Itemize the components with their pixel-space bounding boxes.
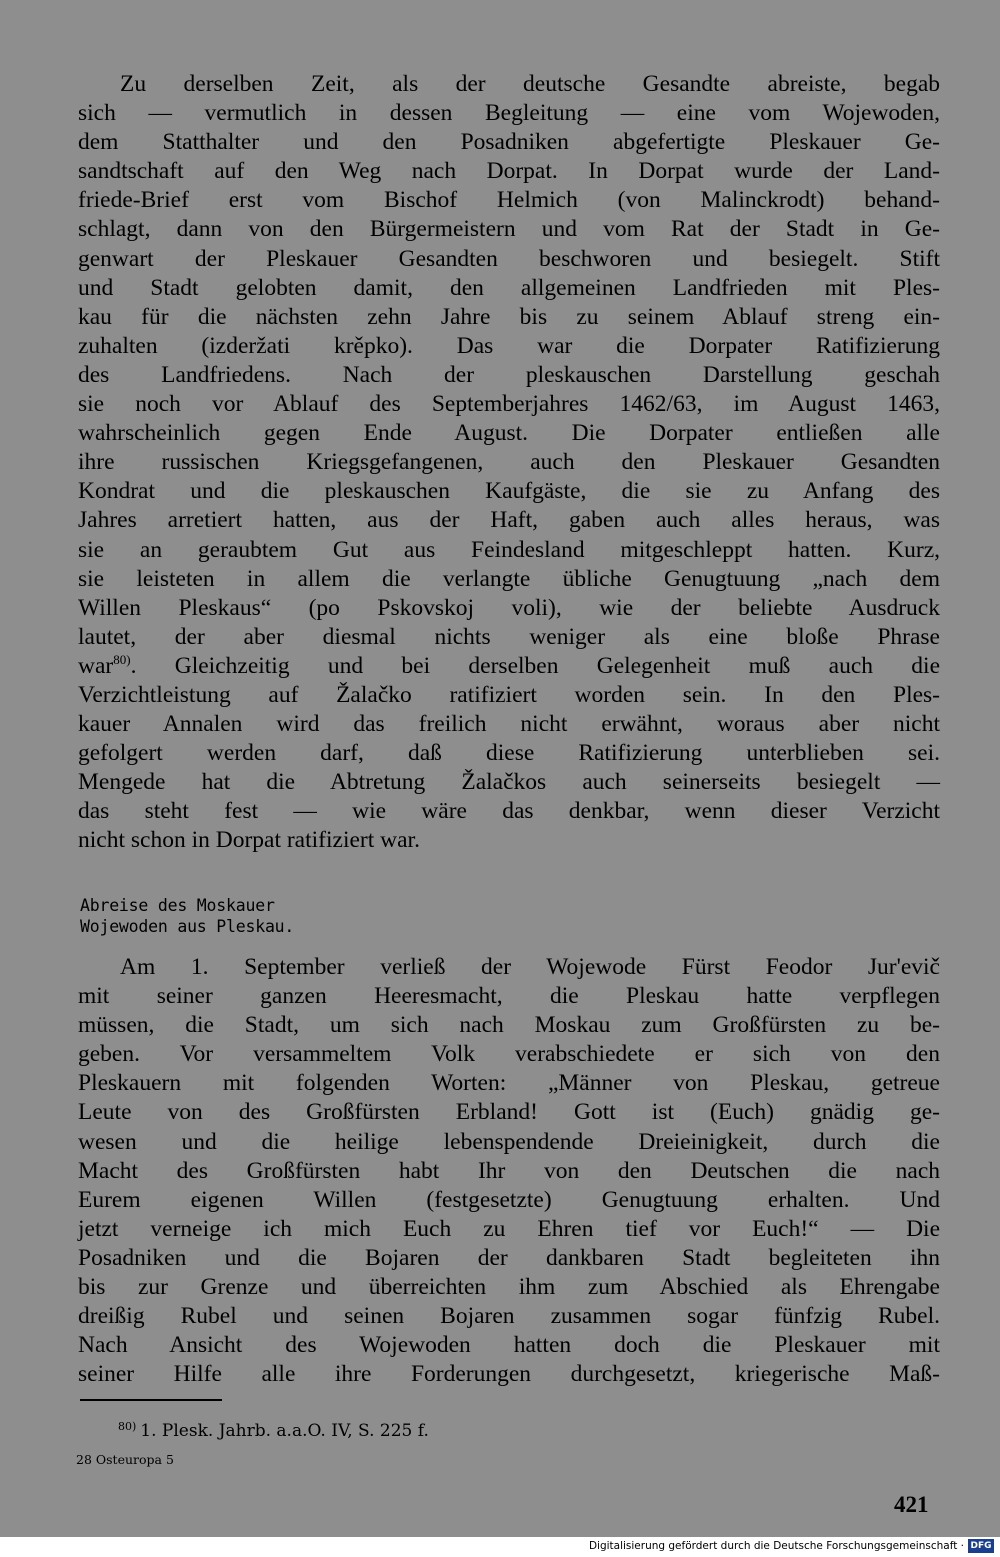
main-paragraph-1 <box>78 70 940 856</box>
text-line: müssen, die Stadt, um sich nach Moskau zum Großfürsten zu be- <box>78 1012 940 1039</box>
footnote-reference[interactable]: 80) <box>113 652 131 668</box>
text-line: Willen Pleskaus“ (po Pskovskoj voli), wie der beliebte Ausdruck <box>78 594 940 621</box>
text-line: mit seiner ganzen Heeresmacht, die Pleskau hatte verpflegen <box>78 983 940 1010</box>
footnote <box>118 1420 429 1441</box>
marginal-heading-line: Wojewoden aus Pleskau. <box>80 917 295 936</box>
text-line: dem Statthalter und den Posadniken abgefertigte Pleskauer Ge- <box>78 129 940 156</box>
digitization-credit[interactable]: Digitalisierung gefördert durch die Deutsche Forschungsgemeinschaft · <box>588 1540 964 1552</box>
text-line: des Landfriedens. Nach der pleskauschen Darstellung geschah <box>78 361 940 388</box>
footnote-divider <box>80 1399 222 1401</box>
text-line: sie an geraubtem Gut aus Feindesland mitgeschleppt hatten. Kurz, <box>78 536 940 563</box>
text-line: geben. Vor versammeltem Volk verabschiedete er sich von den <box>78 1041 940 1068</box>
text-line: lautet, der aber diesmal nichts weniger als eine bloße Phrase <box>78 623 940 650</box>
text-line: Leute von des Großfürsten Erbland! Gott ist (Euch) gnädig ge- <box>78 1099 940 1126</box>
marginal-heading-line: Abreise des Moskauer <box>80 896 275 915</box>
page-number: 421 <box>894 1492 929 1517</box>
text-line: Am 1. September verließ der Wojewode Fürst Feodor Jur'evič <box>120 954 940 980</box>
digitization-credit-bar <box>0 1537 1000 1557</box>
footnote-marker: 80) <box>118 1420 137 1433</box>
text-line: friede-Brief erst vom Bischof Helmich (von Malinckrodt) behand- <box>78 187 940 214</box>
text-line: sie leisteten in allem die verlangte übliche Genugtuung „nach dem <box>78 565 940 592</box>
text-line: Mengede hat die Abtretung Žalačkos auch seinerseits besiegelt — <box>78 769 940 796</box>
printer-signature: 28 Osteuropa 5 <box>76 1452 174 1467</box>
text-fragment: war <box>78 652 114 679</box>
text-line: wahrscheinlich gegen Ende August. Die Dorpater entließen alle <box>78 420 940 447</box>
text-line: Kondrat und die pleskauschen Kaufgäste, die sie zu Anfang des <box>78 478 940 505</box>
text-line: sie noch vor Ablauf des Septemberjahres 1462/63, im August 1463, <box>78 391 940 418</box>
footnote-text: 1. Plesk. Jahrb. a.a.O. IV, S. 225 f. <box>140 1421 429 1441</box>
text-line: nicht schon in Dorpat ratifiziert war. <box>78 827 420 854</box>
text-line: das steht fest — wie wäre das denkbar, wenn dieser Verzicht <box>78 798 940 825</box>
text-line: wesen und die heilige lebenspendende Dreieinigkeit, durch die <box>78 1128 940 1155</box>
text-line: Macht des Großfürsten habt Ihr von den Deutschen die nach <box>78 1157 940 1184</box>
text-line: sandtschaft auf den Weg nach Dorpat. In Dorpat wurde der Land- <box>78 158 940 185</box>
text-line: schlagt, dann von den Bürgermeistern und vom Rat der Stadt in Ge- <box>78 216 940 243</box>
text-line: dreißig Rubel und seinen Bojaren zusammen sogar fünfzig Rubel. <box>78 1303 940 1330</box>
text-line: kauer Annalen wird das freilich nicht erwähnt, woraus aber nicht <box>78 711 940 738</box>
marginal-heading <box>80 895 294 937</box>
text-line: sich — vermutlich in dessen Begleitung — eine vom Wojewoden, <box>78 100 940 127</box>
text-line: Pleskauern mit folgenden Worten: „Männer von Pleskau, getreue <box>78 1070 940 1097</box>
text-line-with-footnote-ref <box>78 652 940 681</box>
text-line: Zu derselben Zeit, als der deutsche Gesandte abreiste, begab <box>120 71 940 97</box>
text-line: Verzichtleistung auf Žalačko ratifiziert worden sein. In den Ples- <box>78 681 940 708</box>
text-line: bis zur Grenze und überreichten ihm zum Abschied als Ehrengabe <box>78 1274 940 1301</box>
main-paragraph-2 <box>78 953 940 1389</box>
text-line: Posadniken und die Bojaren der dankbaren Stadt begleiteten ihn <box>78 1244 940 1271</box>
text-fragment: . Gleichzeitig und bei derselben Gelegenheit muß auch die <box>130 652 940 679</box>
text-line: Nach Ansicht des Wojewoden hatten doch die Pleskauer mit <box>78 1332 940 1359</box>
dfg-logo-icon[interactable]: DFG <box>968 1539 994 1553</box>
text-line: seiner Hilfe alle ihre Forderungen durchgesetzt, kriegerische Maß- <box>78 1361 940 1388</box>
text-line: gefolgert werden darf, daß diese Ratifizierung unterblieben sei. <box>78 740 940 767</box>
text-line: jetzt verneige ich mich Euch zu Ehren tief vor Euch!“ — Die <box>78 1215 940 1242</box>
text-line: ihre russischen Kriegsgefangenen, auch den Pleskauer Gesandten <box>78 449 940 476</box>
text-line: Jahres arretiert hatten, aus der Haft, gaben auch alles heraus, was <box>78 507 940 534</box>
text-line: genwart der Pleskauer Gesandten beschworen und besiegelt. Stift <box>78 245 940 272</box>
text-line: kau für die nächsten zehn Jahre bis zu seinem Ablauf streng ein- <box>78 303 940 330</box>
text-line: zuhalten (izderžati krěpko). Das war die Dorpater Ratifizierung <box>78 332 940 359</box>
text-line: Eurem eigenen Willen (festgesetzte) Genugtuung erhalten. Und <box>78 1186 940 1213</box>
text-line: und Stadt gelobten damit, den allgemeinen Landfrieden mit Ples- <box>78 274 940 301</box>
